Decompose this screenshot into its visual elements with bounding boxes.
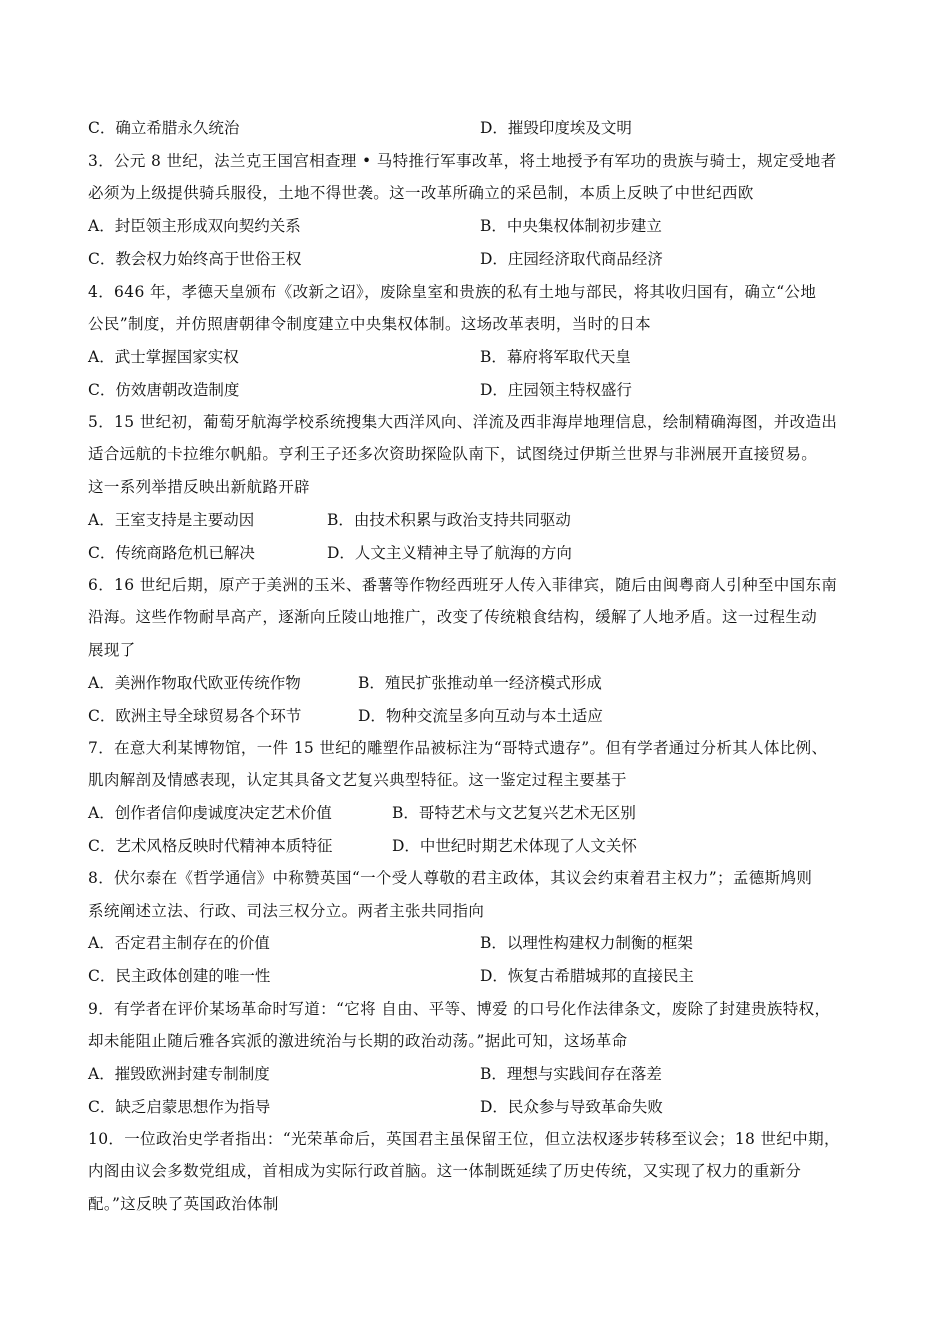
option-b: B．哥特艺术与文艺复兴艺术无区别 xyxy=(392,804,636,822)
option-a: A．否定君主制存在的价值 xyxy=(88,934,270,952)
question-4-stem-line: 4．646 年，孝德天皇颁布《改新之诏》，废除皇室和贵族的私有土地与部民，将其收归国有，确立“公地 xyxy=(88,283,817,301)
option-a: A．王室支持是主要动因 xyxy=(88,511,255,529)
question-10-stem-line: 10．一位政治史学者指出：“光荣革命后，英国君主虽保留王位，但立法权逐步转移至议会；18 世纪中期， xyxy=(88,1130,840,1148)
question-7-stem-line: 7．在意大利某博物馆，一件 15 世纪的雕塑作品被标注为“哥特式遗存”。但有学者通过分析其人体比例、 xyxy=(88,739,828,757)
question-3-stem-line: 必须为上级提供骑兵服役，土地不得世袭。这一改革所确立的采邑制，本质上反映了中世纪西欧 xyxy=(88,184,754,202)
option-a: A．美洲作物取代欧亚传统作物 xyxy=(88,674,301,692)
option-a: A．摧毁欧洲封建专制制度 xyxy=(88,1065,270,1083)
option-d: D．民众参与导致革命失败 xyxy=(480,1098,663,1116)
option-b: B．由技术积累与政治支持共同驱动 xyxy=(327,511,571,529)
question-10-stem-line: 内阁由议会多数党组成，首相成为实际行政首脑。这一体制既延续了历史传统，又实现了权力的重新分 xyxy=(88,1162,802,1180)
question-8-stem-line: 系统阐述立法、行政、司法三权分立。两者主张共同指向 xyxy=(88,902,485,920)
question-9-stem-line: 9．有学者在评价某场革命时写道：“它将 自由、平等、博爱 的口号化作法律条文，废除了封建贵族特权， xyxy=(88,1000,831,1018)
option-a: A．武士掌握国家实权 xyxy=(88,348,239,366)
question-5-stem-line: 适合远航的卡拉维尔帆船。亨利王子还多次资助探险队南下，试图绕过伊斯兰世界与非洲展开直接贸易。 xyxy=(88,445,818,463)
question-5-stem-line: 5．15 世纪初，葡萄牙航海学校系统搜集大西洋风向、洋流及西非海岸地理信息，绘制精确海图，并改造出 xyxy=(88,413,838,431)
option-d: D．恢复古希腊城邦的直接民主 xyxy=(480,967,694,985)
option-b: B．理想与实践间存在落差 xyxy=(480,1065,662,1083)
question-6-stem-line: 沿海。这些作物耐旱高产，逐渐向丘陵山地推广，改变了传统粮食结构，缓解了人地矛盾。这一过程生动 xyxy=(88,608,818,626)
question-6-stem-line: 展现了 xyxy=(88,641,136,659)
question-6-stem-line: 6．16 世纪后期，原产于美洲的玉米、番薯等作物经西班牙人传入菲律宾，随后由闽粤商人引种至中国东南 xyxy=(88,576,838,594)
question-4-stem-line: 公民”制度，并仿照唐朝律令制度建立中央集权体制。这场改革表明，当时的日本 xyxy=(88,315,652,333)
option-a: A．封臣领主形成双向契约关系 xyxy=(88,217,301,235)
option-d: D．庄园领主特权盛行 xyxy=(480,381,632,399)
option-c: C．教会权力始终高于世俗王权 xyxy=(88,250,302,268)
question-7-stem-line: 肌肉解剖及情感表现，认定其具备文艺复兴典型特征。这一鉴定过程主要基于 xyxy=(88,771,627,789)
question-10-stem-line: 配。”这反映了英国政治体制 xyxy=(88,1195,279,1213)
option-c: C．艺术风格反映时代精神本质特征 xyxy=(88,837,333,855)
option-b: B．殖民扩张推动单一经济模式形成 xyxy=(358,674,602,692)
option-d: D．物种交流呈多向互动与本土适应 xyxy=(358,707,603,725)
option-c: C．确立希腊永久统治 xyxy=(88,119,240,137)
question-5-stem-line: 这一系列举措反映出新航路开辟 xyxy=(88,478,310,496)
option-c: C．民主政体创建的唯一性 xyxy=(88,967,271,985)
option-b: B．以理性构建权力制衡的框架 xyxy=(480,934,693,952)
option-b: B．中央集权体制初步建立 xyxy=(480,217,662,235)
option-b: B．幕府将军取代天皇 xyxy=(480,348,631,366)
option-c: C．欧洲主导全球贸易各个环节 xyxy=(88,707,302,725)
question-3-stem-line: 3．公元 8 世纪，法兰克王国宫相查理 • 马特推行军事改革，将土地授予有军功的贵族与骑士，规定受地者 xyxy=(88,152,837,170)
option-c: C．仿效唐朝改造制度 xyxy=(88,381,240,399)
option-c: C．传统商路危机已解决 xyxy=(88,544,255,562)
option-d: D．摧毁印度埃及文明 xyxy=(480,119,632,137)
option-d: D．中世纪时期艺术体现了人文关怀 xyxy=(392,837,637,855)
option-c: C．缺乏启蒙思想作为指导 xyxy=(88,1098,271,1116)
option-d: D．庄园经济取代商品经济 xyxy=(480,250,663,268)
question-9-stem-line: 却未能阻止随后雅各宾派的激进统治与长期的政治动荡。”据此可知，这场革命 xyxy=(88,1032,628,1050)
option-a: A．创作者信仰虔诚度决定艺术价值 xyxy=(88,804,332,822)
question-8-stem-line: 8．伏尔泰在《哲学通信》中称赞英国“一个受人尊敬的君主政体，其议会约束着君主权力”；孟德斯鸠则 xyxy=(88,869,813,887)
option-d: D．人文主义精神主导了航海的方向 xyxy=(327,544,572,562)
